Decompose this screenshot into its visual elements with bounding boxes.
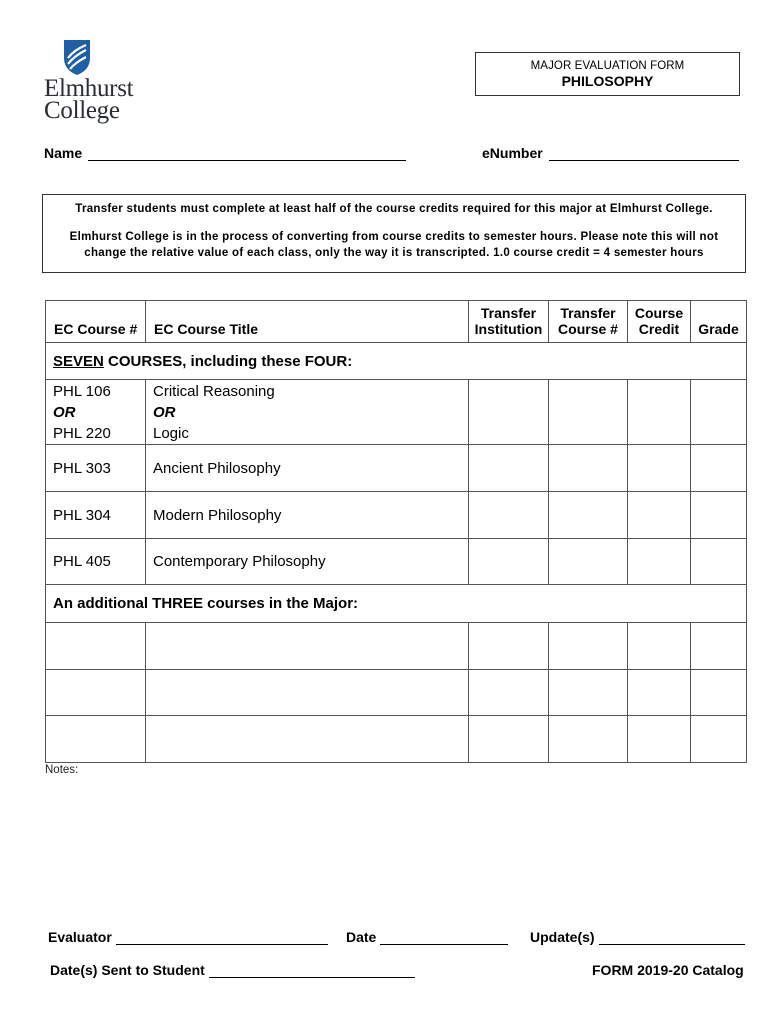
date-line[interactable] bbox=[380, 930, 508, 945]
course-code: PHL 106 bbox=[53, 382, 111, 400]
section-rest: COURSES, including these FOUR: bbox=[103, 352, 353, 370]
name-label: Name bbox=[44, 145, 83, 161]
header-transfer-institution: Transfer Institution bbox=[469, 301, 549, 343]
grade-cell[interactable] bbox=[691, 670, 747, 716]
course-title: Modern Philosophy bbox=[146, 492, 469, 539]
course-credit-cell[interactable] bbox=[628, 445, 691, 492]
major-title: PHILOSOPHY bbox=[561, 73, 654, 89]
sent-to-student-line[interactable] bbox=[209, 963, 415, 978]
course-code-cell[interactable] bbox=[46, 716, 146, 763]
course-title: Contemporary Philosophy bbox=[146, 539, 469, 585]
grade-cell[interactable] bbox=[691, 623, 747, 670]
course-code: PHL 220 bbox=[53, 424, 111, 442]
transfer-course-cell[interactable] bbox=[549, 539, 628, 585]
transfer-course-cell[interactable] bbox=[549, 380, 628, 445]
section-emphasis: SEVEN bbox=[53, 352, 104, 370]
transfer-institution-cell[interactable] bbox=[469, 539, 549, 585]
logo-text-line1: Elmhurst bbox=[44, 75, 134, 102]
college-logo bbox=[44, 38, 154, 128]
form-catalog-label: FORM 2019-20 Catalog bbox=[592, 962, 744, 978]
notes-label: Notes: bbox=[45, 764, 79, 776]
grade-cell[interactable] bbox=[691, 380, 747, 445]
name-field[interactable] bbox=[44, 145, 406, 161]
updates-line[interactable] bbox=[599, 930, 745, 945]
course-code: PHL 304 bbox=[46, 492, 146, 539]
transfer-course-cell[interactable] bbox=[549, 445, 628, 492]
enumber-field[interactable] bbox=[482, 145, 739, 161]
enumber-label: eNumber bbox=[482, 145, 543, 161]
transfer-institution-cell[interactable] bbox=[469, 445, 549, 492]
form-title-box bbox=[475, 52, 740, 96]
course-credit-cell[interactable] bbox=[628, 670, 691, 716]
course-title: Critical Reasoning bbox=[153, 382, 275, 400]
course-code-cell bbox=[46, 380, 146, 445]
date-label: Date bbox=[346, 929, 377, 945]
updates-field[interactable] bbox=[530, 929, 745, 945]
course-title-cell bbox=[146, 380, 469, 445]
logo-text-line2: College bbox=[44, 97, 120, 124]
header-ec-course: EC Course # bbox=[46, 301, 146, 343]
table-row bbox=[46, 539, 747, 585]
course-code: PHL 405 bbox=[46, 539, 146, 585]
course-credit-cell[interactable] bbox=[628, 539, 691, 585]
evaluator-line[interactable] bbox=[116, 930, 328, 945]
section-row bbox=[46, 343, 747, 380]
or-label: OR bbox=[53, 403, 76, 421]
shield-crest-icon bbox=[62, 38, 92, 76]
course-title-cell[interactable] bbox=[146, 716, 469, 763]
transfer-institution-cell[interactable] bbox=[469, 492, 549, 539]
sent-to-student-field[interactable] bbox=[50, 962, 415, 978]
course-credit-cell[interactable] bbox=[628, 716, 691, 763]
course-credit-cell[interactable] bbox=[628, 623, 691, 670]
table-header-row bbox=[46, 301, 747, 343]
table-row bbox=[46, 445, 747, 492]
or-label: OR bbox=[153, 403, 176, 421]
date-field[interactable] bbox=[346, 929, 508, 945]
grade-cell[interactable] bbox=[691, 716, 747, 763]
header-grade: Grade bbox=[691, 301, 747, 343]
evaluator-label: Evaluator bbox=[48, 929, 112, 945]
course-table bbox=[45, 300, 747, 763]
transfer-course-cell[interactable] bbox=[549, 670, 628, 716]
grade-cell[interactable] bbox=[691, 539, 747, 585]
header-transfer-course: Transfer Course # bbox=[549, 301, 628, 343]
transfer-institution-cell[interactable] bbox=[469, 623, 549, 670]
section-heading-additional: An additional THREE courses in the Major: bbox=[46, 585, 747, 623]
section-row bbox=[46, 585, 747, 623]
table-row bbox=[46, 670, 747, 716]
transfer-course-cell[interactable] bbox=[549, 623, 628, 670]
grade-cell[interactable] bbox=[691, 492, 747, 539]
transfer-institution-cell[interactable] bbox=[469, 670, 549, 716]
course-title-cell[interactable] bbox=[146, 670, 469, 716]
notice-line1: Transfer students must complete at least half of the course credits required for this major at Elmhurst College. bbox=[75, 203, 713, 215]
enumber-line[interactable] bbox=[549, 146, 739, 161]
course-code-cell[interactable] bbox=[46, 623, 146, 670]
header-ec-title: EC Course Title bbox=[146, 301, 469, 343]
transfer-course-cell[interactable] bbox=[549, 716, 628, 763]
notice-line2: Elmhurst College is in the process of converting from course credits to semester hours. Please note this will not change the relative value of each class, only the way it is transcripted. 1.0 course credit = 4 semester hours bbox=[69, 231, 719, 259]
course-title: Logic bbox=[153, 424, 189, 442]
table-row bbox=[46, 492, 747, 539]
updates-label: Update(s) bbox=[530, 929, 595, 945]
course-title-cell[interactable] bbox=[146, 623, 469, 670]
section-heading-required bbox=[46, 343, 747, 380]
transfer-notice-box bbox=[42, 194, 746, 273]
course-credit-cell[interactable] bbox=[628, 492, 691, 539]
course-credit-cell[interactable] bbox=[628, 380, 691, 445]
transfer-institution-cell[interactable] bbox=[469, 716, 549, 763]
name-line[interactable] bbox=[88, 146, 406, 161]
table-row bbox=[46, 716, 747, 763]
evaluator-field[interactable] bbox=[48, 929, 328, 945]
transfer-course-cell[interactable] bbox=[549, 492, 628, 539]
header-course-credit: Course Credit bbox=[628, 301, 691, 343]
table-row bbox=[46, 380, 747, 445]
table-row bbox=[46, 623, 747, 670]
course-code-cell[interactable] bbox=[46, 670, 146, 716]
course-title: Ancient Philosophy bbox=[146, 445, 469, 492]
course-code: PHL 303 bbox=[46, 445, 146, 492]
sent-to-student-label: Date(s) Sent to Student bbox=[50, 962, 205, 978]
grade-cell[interactable] bbox=[691, 445, 747, 492]
form-label: MAJOR EVALUATION FORM bbox=[530, 60, 685, 72]
transfer-institution-cell[interactable] bbox=[469, 380, 549, 445]
